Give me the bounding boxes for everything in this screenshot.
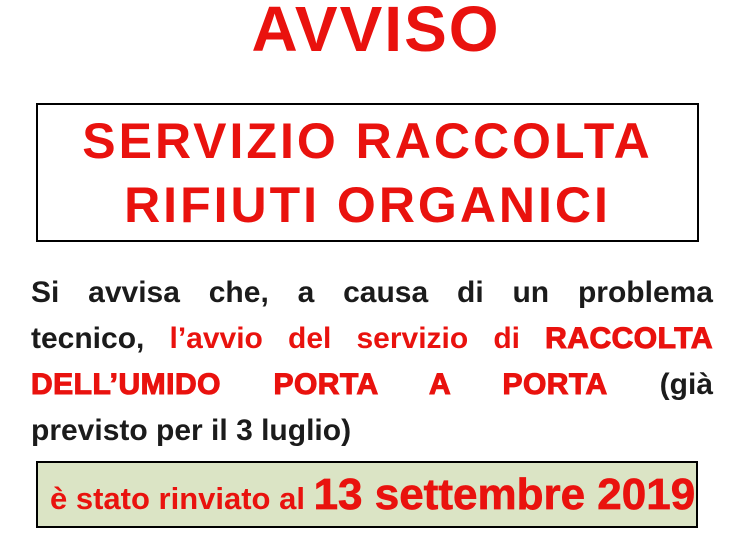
body-text-segment-emphasis: RACCOLTA	[545, 322, 713, 355]
body-paragraph	[31, 270, 713, 454]
subject-box	[36, 103, 699, 242]
postponement-date: 13 settembre 2019	[313, 469, 696, 519]
postponement-prefix: è stato rinviato al	[50, 480, 314, 516]
body-line-4	[31, 408, 713, 454]
subject-line-2: RIFIUTI ORGANICI	[124, 176, 611, 233]
body-line-2	[31, 316, 713, 362]
page-title: AVVISO	[251, 0, 501, 65]
subject-line-1: SERVIZIO RACCOLTA	[82, 112, 653, 169]
body-text-segment-emphasis: DELL’UMIDO PORTA A PORTA	[31, 368, 608, 401]
body-text-segment: (già	[607, 368, 714, 401]
postponement-text	[50, 470, 695, 520]
postponement-banner	[36, 461, 698, 528]
body-line-1	[31, 270, 713, 316]
body-line-3	[31, 362, 713, 408]
body-text-segment: previsto per il 3 luglio)	[31, 414, 352, 447]
body-text-segment: tecnico,	[31, 322, 170, 355]
body-text-segment-red: l’avvio del servizio di	[169, 322, 546, 355]
body-text-segment: Si avvisa che, a causa di un problema	[31, 276, 713, 309]
